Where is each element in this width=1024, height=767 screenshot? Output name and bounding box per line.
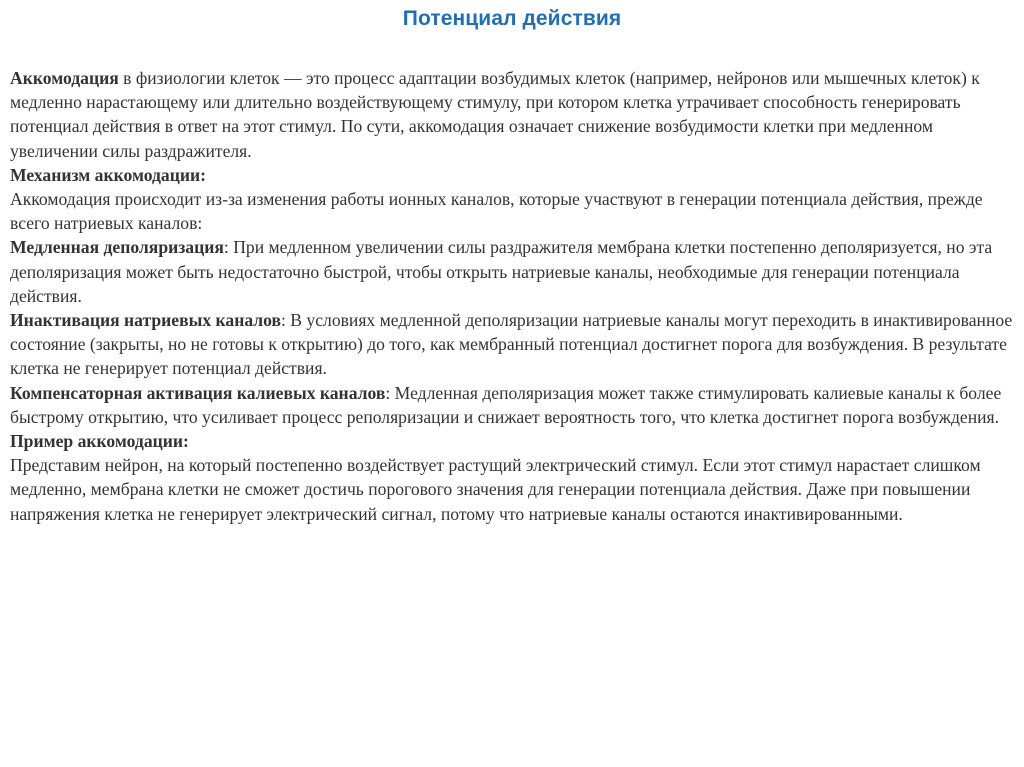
example-heading: Пример аккомодации: (10, 431, 189, 452)
slide-title: Потенциал действия (402, 7, 622, 30)
slow-depolarization-paragraph (10, 235, 1016, 308)
intro-term: Аккомодация (10, 68, 119, 88)
potassium-activation-text: : Медленная деполяризация может также стимулировать калиевые каналы к более быстрому открытию, что усиливает процесс реполяризации и снижает вероятность того, что клетка достигнет порога возбуждения. (10, 382, 1002, 427)
intro-paragraph (10, 66, 1016, 163)
slide-body (10, 66, 1016, 526)
potassium-activation-term: Компенсаторная активация калиевых каналов (10, 382, 386, 403)
slow-depolarization-term: Медленная деполяризация (10, 237, 224, 258)
sodium-inactivation-text: : В условиях медленной деполяризации натриевые каналы могут переходить в инактивированное состояние (закрыты, но не готовы к открытию) до того, как мембранный потенциал достигнет порога для возбуждения. В результате клетка не генерирует потенциал действия. (10, 310, 1013, 379)
sodium-inactivation-term: Инактивация натриевых каналов (10, 310, 282, 331)
mechanism-heading: Механизм аккомодации: (10, 164, 206, 185)
intro-text: в физиологии клеток — это процесс адаптации возбудимых клеток (например, нейронов или мышечных клеток) к медленно нарастающему или длительно воздействующему стимулу, при котором клетка утрачивает способность генерировать потенциал действия в ответ на этот стимул. По сути, аккомодация означает снижение возбудимости клетки при медленном увеличении силы раздражителя. (10, 68, 980, 161)
mechanism-text: Аккомодация происходит из-за изменения работы ионных каналов, которые участвуют в генерации потенциала действия, прежде всего натриевых каналов: (10, 189, 983, 234)
potassium-activation-paragraph (10, 381, 1016, 429)
example-text: Представим нейрон, на который постепенно воздействует растущий электрический стимул. Если этот стимул нарастает слишком медленно, мембрана клетки не сможет достичь порогового значения для генерации потенциала действия. Даже при повышении напряжения клетка не генерирует электрический сигнал, потому что натриевые каналы остаются инактивированными. (10, 455, 981, 524)
sodium-inactivation-paragraph (10, 308, 1016, 381)
slow-depolarization-text: : При медленном увеличении силы раздражителя мембрана клетки постепенно деполяризуется, но эта деполяризация может быть недостаточно быстрой, чтобы открыть натриевые каналы, необходимые для генерации потенциала действия. (10, 237, 993, 306)
